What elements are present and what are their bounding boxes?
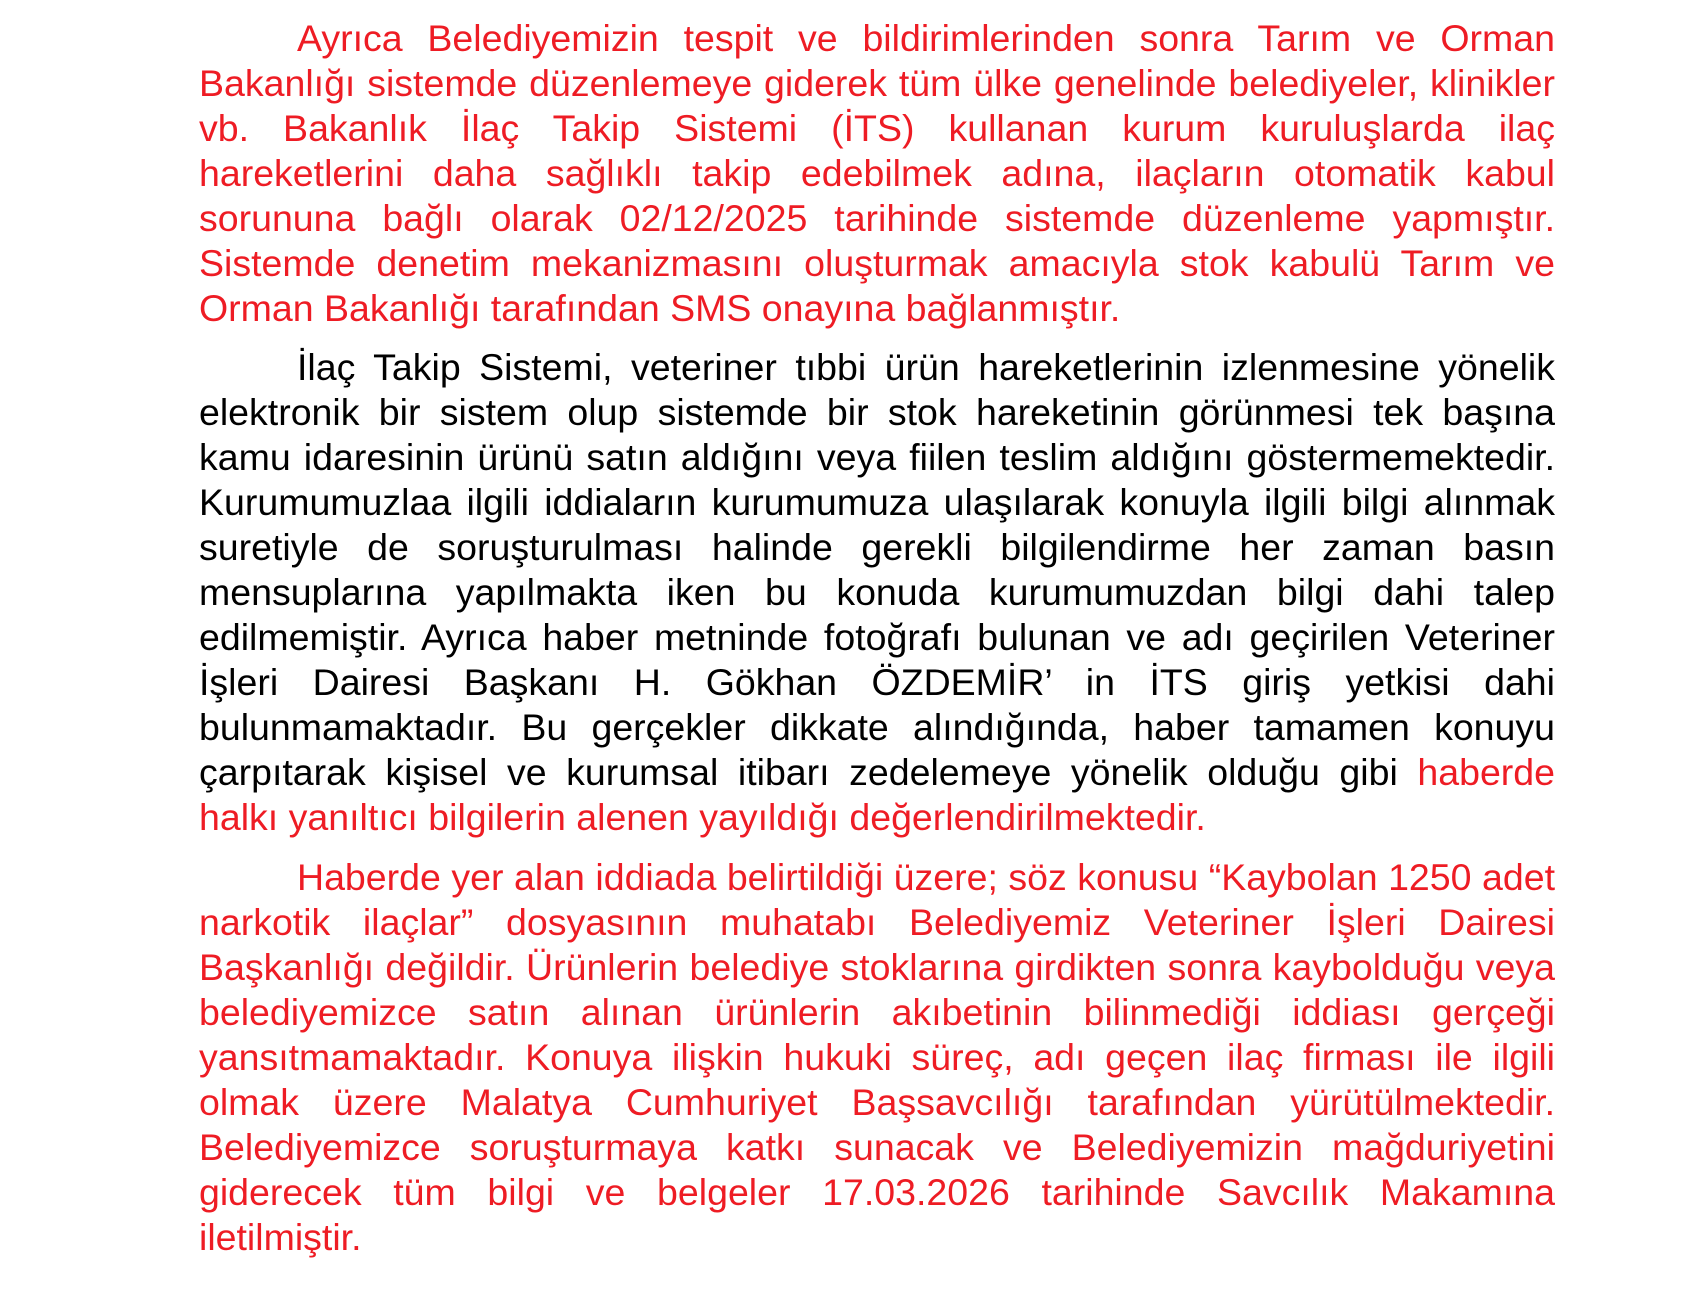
paragraph-2-black-text: İlaç Takip Sistemi, veteriner tıbbi ürün hareketlerinin izlenmesine yönelik elektronik bir sistem olup sistemde bir stok hareketinin görünmesi tek başına kamu idaresinin ürünü satın aldığını veya fiilen teslim aldığını göstermemektedir. Kurumumuzlaa ilgili iddiaların kurumumuza ulaşılarak konuyla ilgili bilgi alınmak suretiyle de soruşturulması halinde gerekli bilgilendirme her zaman basın mensuplarına yapılmakta iken bu konuda kurumumuzdan bilgi dahi talep edilmemiştir. Ayrıca haber metninde fotoğrafı bulunan ve adı geçirilen Veteriner İşleri Dairesi Başkanı H. Gökhan ÖZDEMİR’ in İTS giriş yetkisi dahi bulunmamaktadır. Bu gerçekler dikkate alındığında, haber tamamen konuyu çarpıtarak kişisel ve kurumsal itibarı zedelemeye yönelik olduğu gibi — [199, 346, 1555, 793]
document-body — [199, 16, 1555, 1260]
paragraph-1: Ayrıca Belediyemizin tespit ve bildirimlerinden sonra Tarım ve Orman Bakanlığı sistemde düzenlemeye giderek tüm ülke genelinde belediyeler, klinikler vb. Bakanlık İlaç Takip Sistemi (İTS) kullanan kurum kuruluşlarda ilaç hareketlerini daha sağlıklı takip edebilmek adına, ilaçların otomatik kabul sorununa bağlı olarak 02/12/2025 tarihinde sistemde düzenleme yapmıştır. Sistemde denetim mekanizmasını oluşturmak amacıyla stok kabulü Tarım ve Orman Bakanlığı tarafından SMS onayına bağlanmıştır. — [199, 17, 1555, 329]
paragraph-2 — [199, 345, 1555, 840]
paragraph-2-red-text: haberde halkı yanıltıcı bilgilerin alenen yayıldığı değerlendirilmektedir. — [199, 751, 1555, 838]
paragraph-3: Haberde yer alan iddiada belirtildiği üzere; söz konusu “Kaybolan 1250 adet narkotik ilaçlar” dosyasının muhatabı Belediyemiz Veteriner İşleri Dairesi Başkanlığı değildir. Ürünlerin belediye stoklarına girdikten sonra kaybolduğu veya belediyemizce satın alınan ürünlerin akıbetinin bilinmediği iddiası gerçeği yansıtmamaktadır. Konuya ilişkin hukuki süreç, adı geçen ilaç firması ile ilgili olmak üzere Malatya Cumhuriyet Başsavcılığı tarafından yürütülmektedir. Belediyemizce soruşturmaya katkı sunacak ve Belediyemizin mağduriyetini giderecek tüm bilgi ve belgeler 17.03.2026 tarihinde Savcılık Makamına iletilmiştir. — [199, 856, 1555, 1258]
